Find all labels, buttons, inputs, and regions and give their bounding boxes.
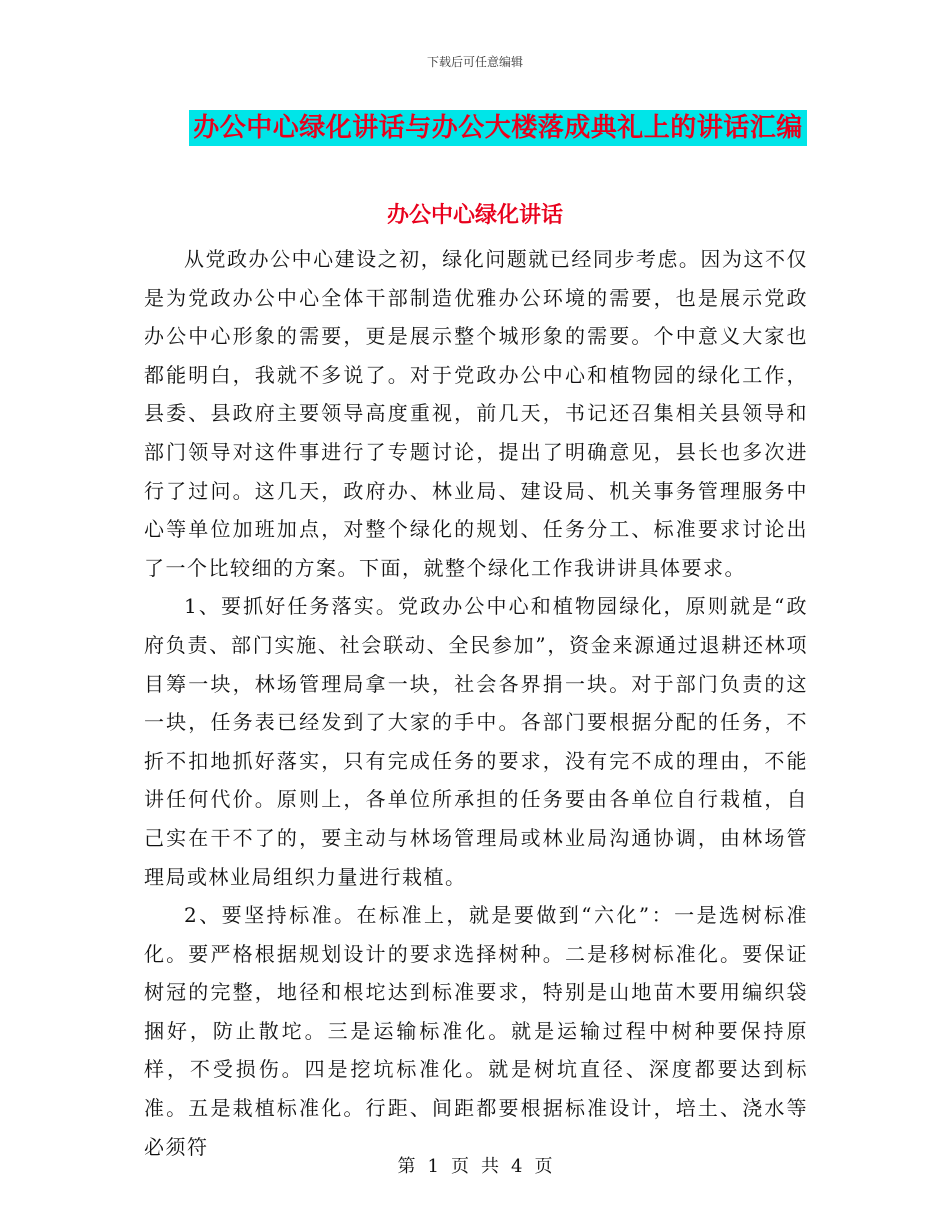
paragraph-3: 2、要坚持标准。在标准上，就是要做到“六化”：一是选树标准化。要严格根据规划设计的要求选择树种。二是移树标准化。要保证树冠的完整，地径和根坨达到标准要求，特别是山地苗木要用编织袋捆好，防止散坨。三是运输标准化。就是运输过程中树种要保持原样，不受损伤。四是挖坑标准化。就是树坑直径、深度都要达到标准。五是栽植标准化。行距、间距都要根据标准设计，培土、浇水等必须符 [144, 903, 808, 1159]
page-current-number: 1 [427, 1156, 439, 1177]
section-title: 办公中心绿化讲话 [386, 203, 563, 228]
page-label-mid: 页 [451, 1156, 469, 1177]
page-label-suffix: 页 [534, 1156, 553, 1177]
paragraph-2: 1、要抓好任务落实。党政办公中心和植物园绿化，原则就是“政府负责、部门实施、社会联动、全民参加”，资金来源通过退耕还林项目筹一块，林场管理局拿一块，社会各界捐一块。对于部门负责的这一块，任务表已经发到了大家的手中。各部门要根据分配的任务，不折不扣地抓好落实，只有完成任务的要求，没有完不成的理由，不能讲任何代价。原则上，各单位所承担的任务要由各单位自行栽植，自己实在干不了的，要主动与林场管理局或林业局沟通协调，由林场管理局或林业局组织力量进行栽植。 [144, 594, 808, 889]
document-title-wrapper [0, 110, 950, 146]
paragraph-1: 从党政办公中心建设之初，绿化问题就已经同步考虑。因为这不仅是为党政办公中心全体干部制造优雅办公环境的需要，也是展示党政办公中心形象的需要，更是展示整个城形象的需要。个中意义大家也都能明白，我就不多说了。对于党政办公中心和植物园的绿化工作，县委、县政府主要领导高度重视，前几天，书记还召集相关县领导和部门领导对这件事进行了专题讨论，提出了明确意见，县长也多次进行了过问。这几天，政府办、林业局、建设局、机关事务管理服务中心等单位加班加点，对整个绿化的规划、任务分工、标准要求讨论出了一个比较细的方案。下面，就整个绿化工作我讲讲具体要求。 [144, 247, 808, 580]
page-header-note: 下载后可任意编辑 [426, 55, 523, 69]
document-body [144, 240, 808, 1166]
page-footer [0, 1152, 950, 1178]
page-total-number: 4 [511, 1156, 523, 1177]
document-title: 办公中心绿化讲话与办公大楼落成典礼上的讲话汇编 [189, 110, 807, 146]
page-label-prefix: 第 [397, 1156, 416, 1177]
page-total-prefix: 共 [481, 1156, 499, 1177]
